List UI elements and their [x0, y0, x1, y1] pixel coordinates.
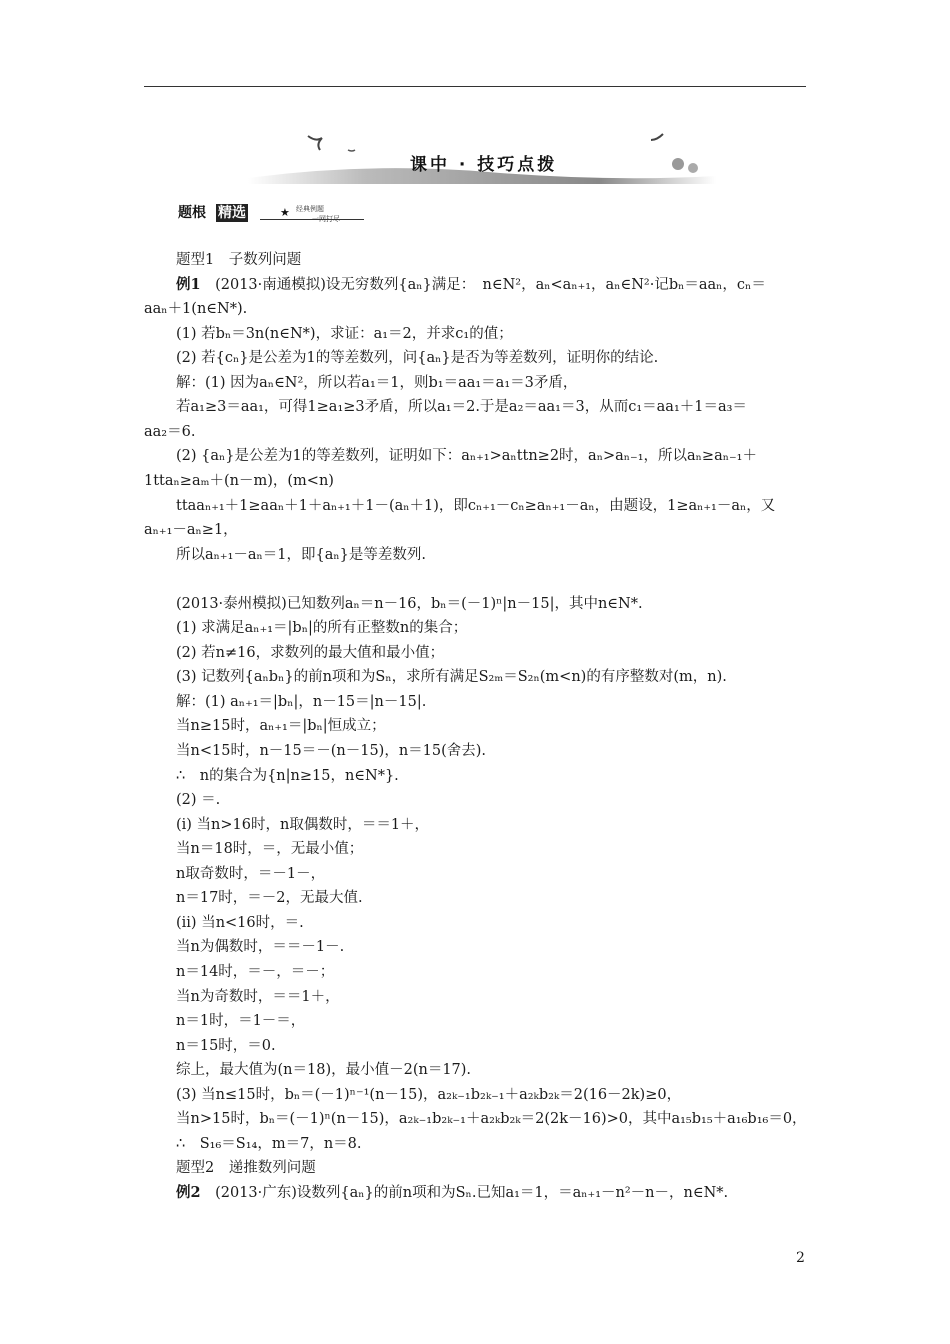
text-line: (2) ＝.	[176, 792, 221, 809]
text-line: 解：(1) aₙ₊₁＝|bₙ|，n－15＝|n－15|.	[176, 693, 427, 710]
text-line: 解：(1) 因为aₙ∈N²，所以若a₁＝1，则b₁＝aa₁＝a₁＝3矛盾，	[176, 374, 578, 391]
text-line: 所以aₙ₊₁－aₙ＝1，即{aₙ}是等差数列.	[176, 546, 427, 563]
line-text: (2013·南通模拟)设无穷数列{aₙ}满足： n∈N²，aₙ<aₙ₊₁，aₙ∈N²·记bₙ＝aaₙ，cₙ＝	[200, 276, 766, 293]
text-line: (3) 记数列{aₙbₙ}的前n项和为Sₙ，求所有满足S₂ₘ＝S₂ₙ(m<n)的有序整数对(m，n).	[176, 669, 727, 686]
text-line: (1) 求满足aₙ₊₁＝|bₙ|的所有正整数n的集合；	[176, 620, 468, 637]
text-line: n＝1时，＝1－＝，	[176, 1013, 306, 1030]
star-icon: ★	[280, 206, 290, 219]
text-line: aa₂＝6.	[144, 423, 196, 440]
text-line: 当n<15时，n－15＝－(n－15)，n＝15(舍去).	[176, 743, 487, 759]
text-line: 当n＝18时，＝，无最小值；	[176, 841, 364, 858]
text-line: (2) 若{cₙ}是公差为1的等差数列，问{aₙ}是否为等差数列，证明你的结论.	[176, 350, 659, 367]
text-line: ∴ n的集合为{n|n≥15，n∈N*}.	[176, 767, 399, 784]
text-line: (1) 若bₙ＝3n(n∈N*)，求证：a₁＝2，并求c₁的值；	[176, 325, 513, 342]
line-text: (2013·广东)设数列{aₙ}的前n项和为Sₙ.已知a₁＝1，＝aₙ₊₁－n²－n－，n∈N*.	[200, 1184, 729, 1201]
text-line	[176, 273, 766, 294]
example-label: 例2	[176, 1183, 201, 1201]
section-tag	[176, 200, 416, 226]
text-line: 题型1 子数列问题	[176, 252, 302, 268]
text-line: ∴ S₁₆＝S₁₄，m＝7，n＝8.	[176, 1135, 362, 1152]
text-line: 若a₁≥3＝aa₁，可得1≥a₁≥3矛盾，所以a₁＝2.于是a₂＝aa₁＝3，从而c₁＝aa₁＋1＝a₃＝	[176, 399, 747, 416]
text-line: ttaaₙ₊₁＋1≥aaₙ＋1＋aₙ₊₁＋1－(aₙ＋1)，即cₙ₊₁－cₙ≥aₙ₊₁－aₙ，由题设，1≥aₙ₊₁－aₙ，又	[176, 497, 776, 514]
header-rule	[144, 86, 806, 87]
section-title: 课中 · 技巧点拨	[410, 155, 558, 175]
text-line: 当n为奇数时，＝＝1＋，	[176, 988, 340, 1005]
text-line: 题型2 递推数列问题	[176, 1160, 316, 1177]
text-line: n＝17时，＝－2，无最大值.	[176, 890, 363, 907]
text-line: n＝15时，＝0.	[176, 1037, 276, 1054]
tag-label-b: 精选	[218, 205, 246, 221]
page-number: 2	[796, 1250, 805, 1266]
text-line: (2) 若n≠16，求数列的最大值和最小值；	[176, 644, 445, 661]
text-line: 当n为偶数时，＝＝－1－.	[176, 939, 345, 956]
tag-label-a: 题根	[178, 205, 206, 221]
text-line: (2) {aₙ}是公差为1的等差数列，证明如下：aₙ₊₁>aₙttn≥2时，aₙ>aₙ₋₁，所以aₙ≥aₙ₋₁＋	[176, 448, 757, 465]
text-line: 综上，最大值为(n＝18)，最小值－2(n＝17).	[176, 1062, 472, 1079]
text-line: n取奇数时，＝－1－，	[176, 865, 326, 882]
text-line: (ⅰ) 当n>16时，n取偶数时，＝＝1＋，	[176, 816, 430, 833]
text-line: aₙ₊₁－aₙ≥1，	[144, 522, 238, 539]
tag-subtitle-2: 一网打尽	[312, 215, 340, 223]
tag-subtitle-1: 经典例题	[296, 205, 324, 213]
text-line: aaₙ＋1(n∈N*).	[144, 301, 248, 318]
example-label: 例1	[176, 275, 201, 293]
text-line: (ⅱ) 当n<16时，＝.	[176, 914, 304, 931]
text-line: n＝14时，＝－，＝－；	[176, 963, 335, 980]
text-line: (2013·泰州模拟)已知数列aₙ＝n－16，bₙ＝(－1)ⁿ|n－15|，其中n∈N*.	[176, 595, 643, 612]
text-line: 1ttaₙ≥aₘ＋(n－m)，(m<n)	[144, 472, 334, 489]
text-line: 当n≥15时，aₙ₊₁＝|bₙ|恒成立；	[176, 718, 386, 735]
text-line: 当n>15时，bₙ＝(－1)ⁿ(n－15)，a₂ₖ₋₁b₂ₖ₋₁＋a₂ₖb₂ₖ＝2(2k－16)>0，其中a₁₅b₁₅＋a₁₆b₁₆＝0，	[176, 1111, 807, 1128]
text-line	[176, 1181, 728, 1202]
text-line: (3) 当n≤15时，bₙ＝(－1)ⁿ⁻¹(n－15)，a₂ₖ₋₁b₂ₖ₋₁＋a₂ₖb₂ₖ＝2(16－2k)≥0，	[176, 1086, 682, 1103]
